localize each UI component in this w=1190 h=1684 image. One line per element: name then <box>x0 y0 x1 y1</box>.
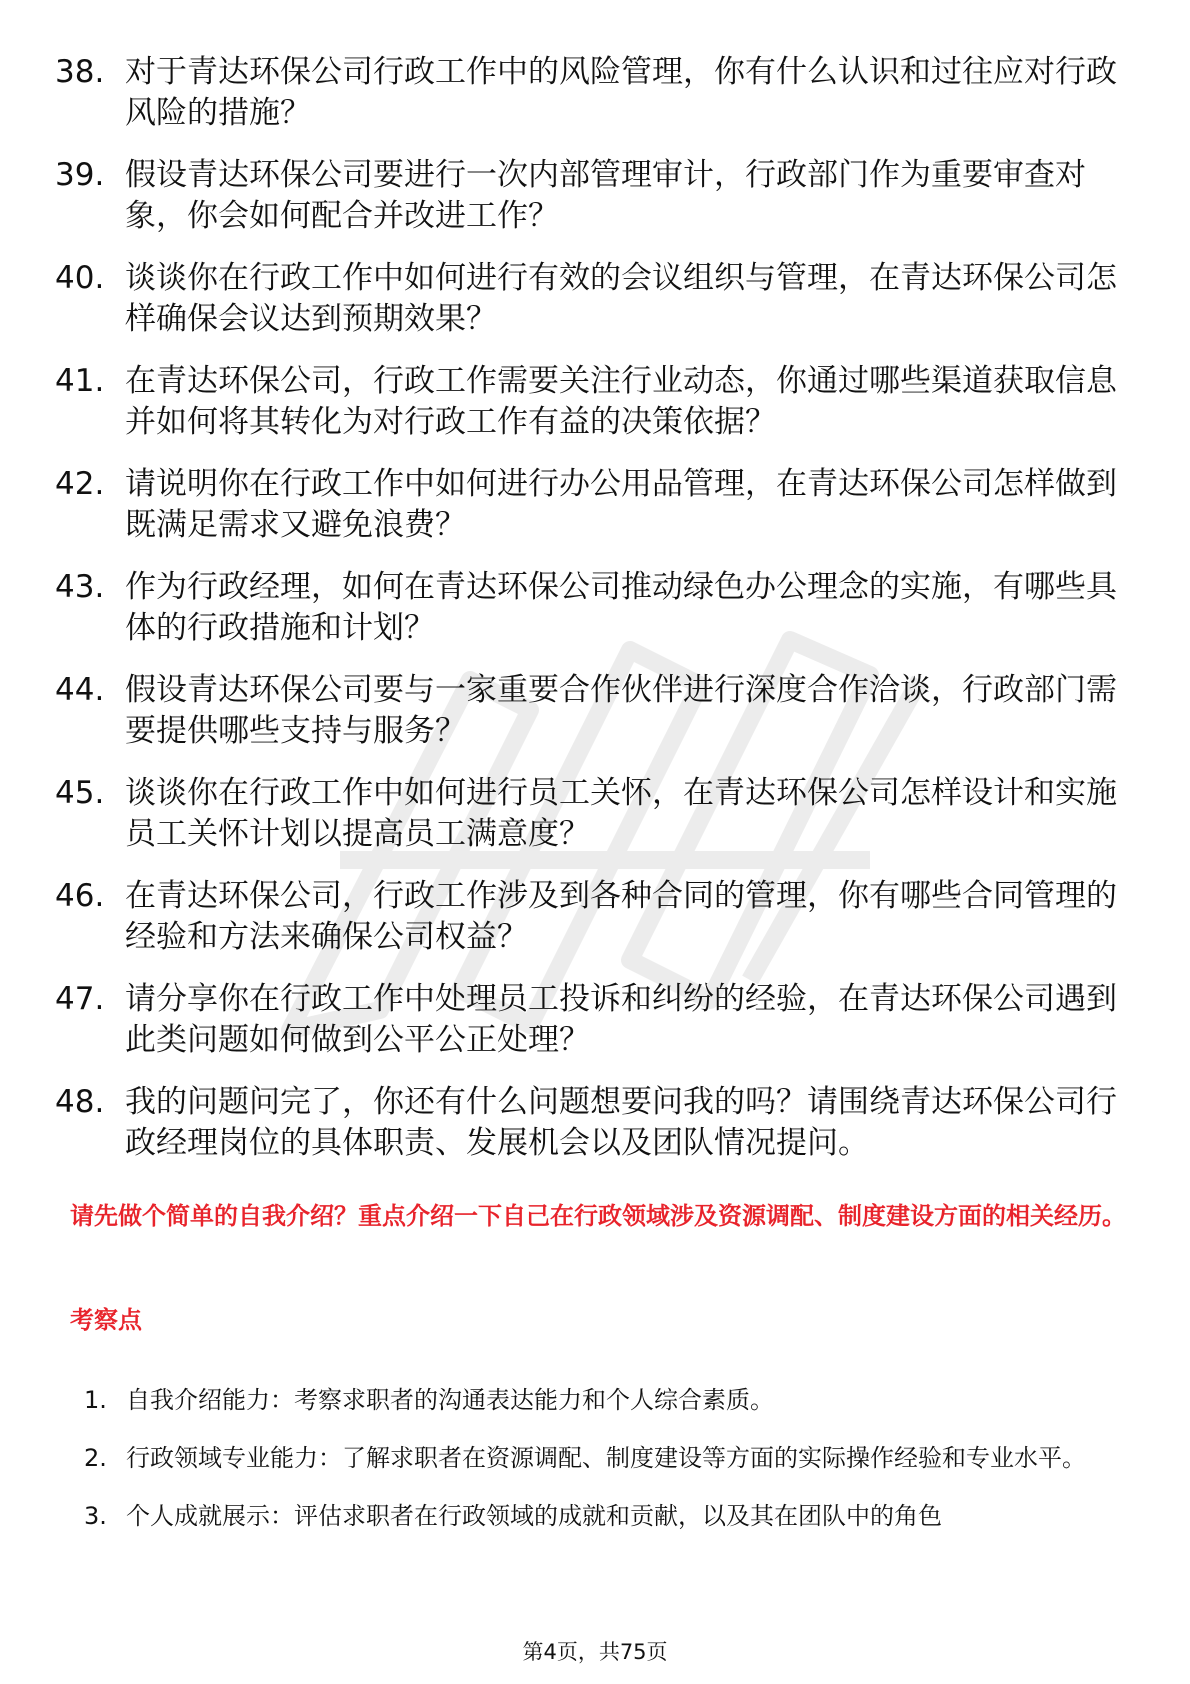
question-item <box>55 567 1135 649</box>
question-item <box>55 670 1135 752</box>
question-item <box>55 876 1135 958</box>
question-text: 在青达环保公司，行政工作涉及到各种合同的管理，你有哪些合同管理的经验和方法来确保公司权益？ <box>125 878 1117 955</box>
question-number: 40. <box>55 260 105 296</box>
question-number: 42. <box>55 466 105 502</box>
question-item <box>55 773 1135 855</box>
assessment-point <box>84 1488 1124 1544</box>
question-number: 38. <box>55 54 105 90</box>
question-text: 谈谈你在行政工作中如何进行员工关怀，在青达环保公司怎样设计和实施员工关怀计划以提高员工满意度？ <box>125 775 1117 852</box>
page-footer: 第4页，共75页 <box>522 1640 668 1664</box>
question-item <box>55 464 1135 546</box>
question-number: 39. <box>55 157 105 193</box>
question-text: 假设青达环保公司要与一家重要合作伙伴进行深度合作洽谈，行政部门需要提供哪些支持与服务？ <box>125 672 1117 749</box>
question-item <box>55 155 1135 237</box>
question-item <box>55 1082 1135 1164</box>
point-number: 3. <box>84 1502 107 1530</box>
point-text: 自我介绍能力：考察求职者的沟通表达能力和个人综合素质。 <box>126 1386 774 1414</box>
question-number: 41. <box>55 363 105 399</box>
question-text: 我的问题问完了，你还有什么问题想要问我的吗？请围绕青达环保公司行政经理岗位的具体职责、发展机会以及团队情况提问。 <box>125 1084 1117 1161</box>
question-text: 请分享你在行政工作中处理员工投诉和纠纷的经验，在青达环保公司遇到此类问题如何做到公平公正处理？ <box>125 981 1117 1058</box>
assessment-points-list <box>84 1372 1124 1546</box>
question-text: 假设青达环保公司要进行一次内部管理审计，行政部门作为重要审查对象，你会如何配合并改进工作？ <box>125 157 1086 234</box>
assessment-point <box>84 1430 1124 1486</box>
question-number: 45. <box>55 775 105 811</box>
question-text: 在青达环保公司，行政工作需要关注行业动态，你通过哪些渠道获取信息并如何将其转化为对行政工作有益的决策依据？ <box>125 363 1117 440</box>
point-number: 1. <box>84 1386 107 1414</box>
question-text: 谈谈你在行政工作中如何进行有效的会议组织与管理，在青达环保公司怎样确保会议达到预期效果？ <box>125 260 1117 337</box>
interview-prompt: 请先做个简单的自我介绍？重点介绍一下自己在行政领域涉及资源调配、制度建设方面的相关经历。 <box>70 1202 1126 1230</box>
question-text: 请说明你在行政工作中如何进行办公用品管理，在青达环保公司怎样做到既满足需求又避免浪费？ <box>125 466 1117 543</box>
question-number: 44. <box>55 672 105 708</box>
question-item <box>55 361 1135 443</box>
question-item <box>55 258 1135 340</box>
question-text: 对于青达环保公司行政工作中的风险管理，你有什么认识和过往应对行政风险的措施？ <box>125 54 1117 131</box>
point-text: 个人成就展示：评估求职者在行政领域的成就和贡献，以及其在团队中的角色 <box>126 1502 942 1530</box>
question-item <box>55 979 1135 1061</box>
question-list <box>55 52 1135 1185</box>
question-item <box>55 52 1135 134</box>
question-text: 作为行政经理，如何在青达环保公司推动绿色办公理念的实施，有哪些具体的行政措施和计划？ <box>125 569 1117 646</box>
question-number: 47. <box>55 981 105 1017</box>
assessment-point <box>84 1372 1124 1428</box>
question-number: 46. <box>55 878 105 914</box>
point-text: 行政领域专业能力：了解求职者在资源调配、制度建设等方面的实际操作经验和专业水平。 <box>126 1444 1086 1472</box>
section-title: 考察点 <box>70 1306 142 1334</box>
question-number: 43. <box>55 569 105 605</box>
point-number: 2. <box>84 1444 107 1472</box>
question-number: 48. <box>55 1084 105 1120</box>
